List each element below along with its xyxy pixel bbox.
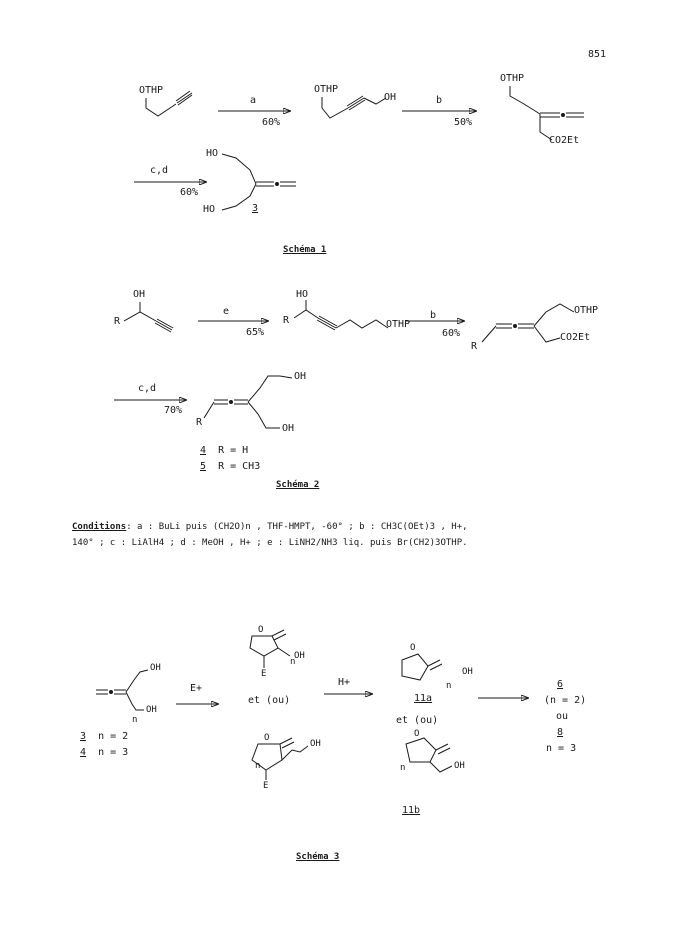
scheme3-p8-cond: n = 3 [546, 743, 577, 754]
scheme1-sm-othp: OTHP [139, 85, 164, 96]
scheme3-mid-bottom-e: E [263, 781, 269, 791]
scheme2-prod3-r: R [196, 417, 203, 428]
scheme3-sm-oh: OH [146, 705, 157, 715]
compound-label-11b: 11b [402, 805, 421, 816]
scheme3-et-ou-1: et (ou) [248, 695, 291, 706]
compound-number-6: 6 [557, 679, 564, 690]
scheme3-mid-bottom-oh: OH [310, 739, 321, 749]
scheme3-starting-material-bonds [96, 670, 148, 710]
scheme1-product3-bonds [222, 154, 296, 210]
scheme2-product3-bonds [204, 376, 292, 428]
scheme3-mid-bottom-o: O [264, 733, 270, 743]
scheme3-right-bottom-n: n [400, 763, 406, 773]
scheme1-arrow-b-reagent: b [436, 95, 443, 106]
scheme1-prod3-ho-top: HO [206, 148, 219, 159]
scheme2-prod3-oh-top: OH [294, 371, 307, 382]
scheme2-caption: Schéma 2 [276, 480, 320, 490]
scheme1-prod1-oh: OH [384, 92, 397, 103]
scheme3-et-ou-2: et (ou) [396, 715, 439, 726]
scheme3-right-top-oh: OH [462, 667, 473, 677]
scheme3-right-top-n: n [446, 681, 452, 691]
scheme3-mid-bottom-bonds [252, 738, 308, 780]
scheme3-mid-top-oh: OH [294, 651, 305, 661]
scheme2-arrow-cd-yield: 70% [164, 405, 183, 416]
scheme1-arrow-a-reagent: a [250, 95, 257, 106]
scheme1-caption: Schéma 1 [283, 245, 327, 255]
compound-label-11a: 11a [414, 693, 433, 704]
scheme2-prod3-oh-bottom: OH [282, 423, 295, 434]
scheme1-arrow-cd-reagent: c,d [150, 165, 169, 176]
scheme1-product1-bonds [322, 96, 386, 118]
scheme3-mid-top-e: E [261, 669, 267, 679]
scheme2-product1-bonds [294, 300, 388, 330]
scheme1-arrow-b-yield: 50% [454, 117, 473, 128]
scheme3-arrow-e-reagent: E+ [190, 683, 203, 694]
scheme3-arrow-h-reagent: H+ [338, 677, 351, 688]
scheme3-sm-n: n [132, 715, 138, 725]
scheme3-caption: Schéma 3 [296, 852, 340, 862]
scheme2-def-5: 5 R = CH3 [200, 461, 261, 472]
conditions-label: Conditions [72, 522, 127, 532]
conditions-line1: Conditions: a : BuLi puis (CH2O)n , THF-HMPT, -60° ; b : CH3C(OEt)3 , H+, [72, 522, 468, 532]
scheme3-mid-top-n: n [290, 657, 296, 667]
scheme1-arrow-cd-yield: 60% [180, 187, 199, 198]
scheme1-prod1-othp: OTHP [314, 84, 339, 95]
scheme3-ou: ou [556, 711, 569, 722]
scheme1-prod2-ester: CO2Et [549, 135, 580, 146]
scheme3-p6-cond: (n = 2) [544, 695, 587, 706]
scheme2-prod1-r: R [283, 315, 290, 326]
scheme1-product2-bonds [510, 86, 584, 140]
scheme2-arrow-e-yield: 65% [246, 327, 265, 338]
scheme3-mid-top-o: O [258, 625, 264, 635]
scheme2-arrow-e-reagent: e [223, 306, 230, 317]
compound-number-8: 8 [557, 727, 564, 738]
scheme3-sm-def-4: 4 n = 3 [80, 747, 129, 758]
scheme3-right-top-bonds [402, 654, 442, 680]
scheme2-arrow-cd-reagent: c,d [138, 383, 157, 394]
scheme2-prod1-othp: OTHP [386, 319, 411, 330]
scheme3-sm-def-3: 3 n = 2 [80, 731, 129, 742]
scheme3-right-top-o: O [410, 643, 416, 653]
scheme1-prod2-othp: OTHP [500, 73, 525, 84]
scheme3-right-bottom-oh: OH [454, 761, 465, 771]
scheme2-prod2-othp: OTHP [574, 305, 599, 316]
scheme2-prod2-r: R [471, 341, 478, 352]
scheme3-mid-top-bonds [250, 630, 290, 668]
scheme2-prod1-ho: HO [296, 289, 309, 300]
scheme2-starting-material-bonds [124, 302, 173, 332]
scheme2-prod2-ester: CO2Et [560, 332, 591, 343]
scheme3-right-bottom-o: O [414, 729, 420, 739]
scheme2-arrow-b-reagent: b [430, 310, 437, 321]
scheme2-sm-r: R [114, 316, 121, 327]
scheme2-arrow-b-yield: 60% [442, 328, 461, 339]
conditions-line2: 140° ; c : LiAlH4 ; d : MeOH , H+ ; e : LiNH2/NH3 liq. puis Br(CH2)3OTHP. [72, 538, 468, 548]
page-number: 851 [588, 49, 607, 60]
scheme3-sm-oh-top: OH [150, 663, 161, 673]
compound-number-3: 3 [252, 203, 259, 214]
scheme1-arrow-a-yield: 60% [262, 117, 281, 128]
scheme2-sm-oh: OH [133, 289, 146, 300]
scheme1-prod3-ho-bottom: HO [203, 204, 216, 215]
scheme2-def-4: 4 R = H [200, 445, 249, 456]
scheme3-right-bottom-bonds [406, 738, 452, 772]
scheme3-mid-bottom-n: n [255, 761, 261, 771]
